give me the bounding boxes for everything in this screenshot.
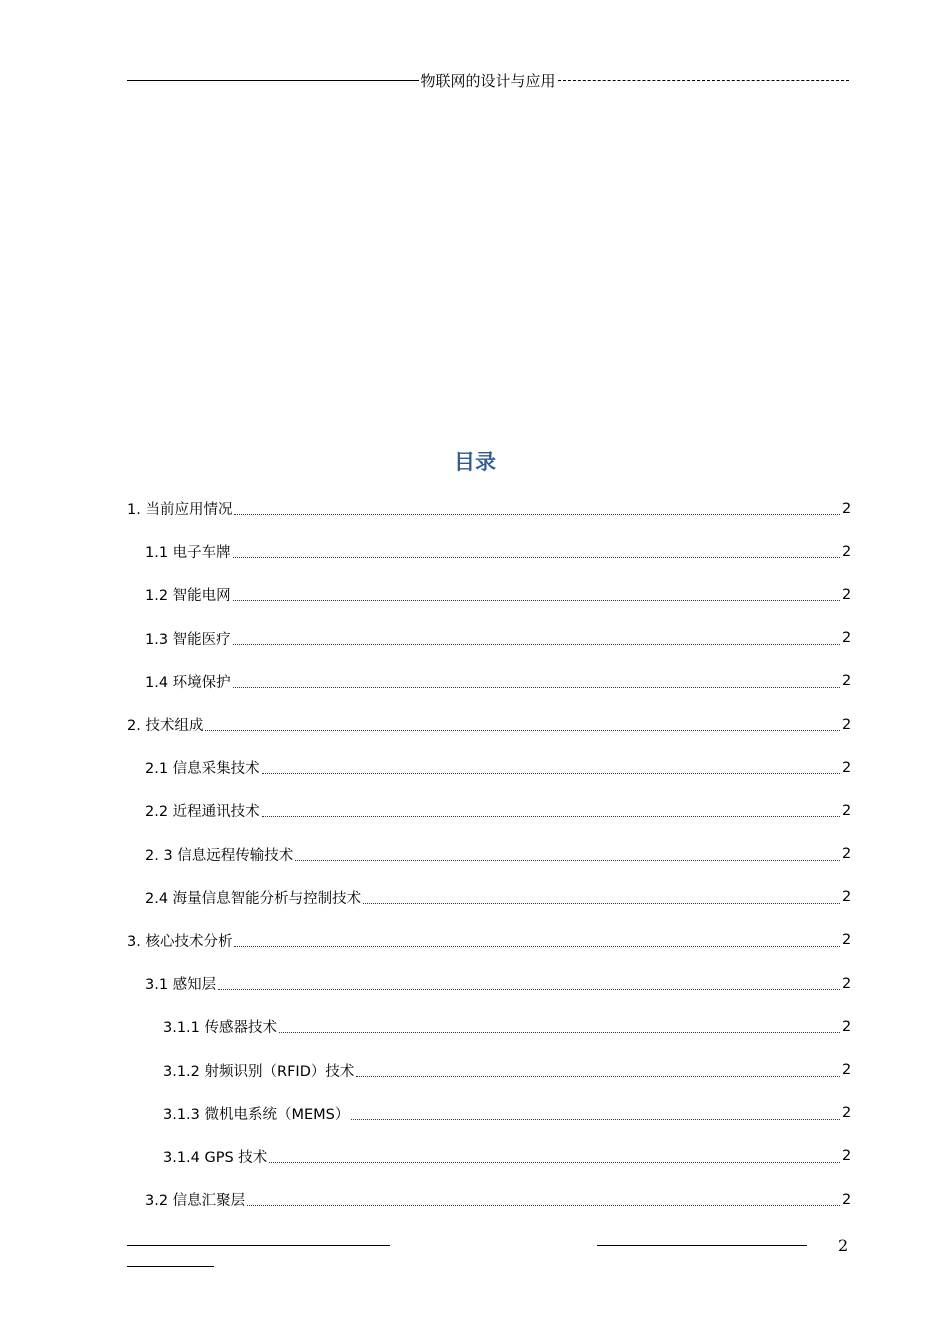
running-header (127, 68, 849, 92)
toc-entry-label: 2.2 近程通讯技术 (145, 804, 260, 821)
header-title: 物联网的设计与应用 (420, 71, 556, 90)
toc-dot-leader (205, 730, 840, 731)
toc-entry[interactable] (127, 1092, 850, 1135)
toc-entry-page: 2 (842, 932, 852, 949)
toc-entry-label: 1. 当前应用情况 (127, 502, 233, 519)
toc-entry-label: 1.3 智能医疗 (145, 631, 231, 648)
toc-dot-leader (247, 1205, 840, 1206)
toc-entry-label: 2. 3 信息远程传输技术 (145, 847, 294, 864)
table-of-contents (127, 487, 850, 1221)
toc-entry[interactable] (127, 1178, 850, 1221)
toc-dot-leader (233, 600, 840, 601)
toc-entry-page: 2 (842, 1148, 852, 1165)
toc-entry-label: 1.1 电子车牌 (145, 545, 231, 562)
header-rule-right (558, 80, 850, 81)
toc-entry-page: 2 (842, 716, 852, 733)
page-number: 2 (838, 1236, 849, 1255)
toc-entry[interactable] (127, 962, 850, 1005)
toc-entry-page: 2 (842, 586, 852, 603)
toc-dot-leader (218, 989, 840, 990)
toc-dot-leader (234, 946, 840, 947)
toc-dot-leader (233, 557, 840, 558)
toc-dot-leader (363, 903, 840, 904)
toc-entry-label: 2.4 海量信息智能分析与控制技术 (145, 890, 362, 907)
toc-entry-page: 2 (842, 975, 852, 992)
toc-heading: 目录 (454, 450, 496, 474)
toc-entry[interactable] (127, 833, 850, 876)
toc-entry[interactable] (127, 876, 850, 919)
toc-entry[interactable] (127, 660, 850, 703)
toc-entry-page: 2 (842, 1191, 852, 1208)
toc-dot-leader (262, 816, 840, 817)
toc-entry-label: 3. 核心技术分析 (127, 933, 233, 950)
toc-entry-page: 2 (842, 1018, 852, 1035)
toc-entry-page: 2 (842, 759, 852, 776)
toc-entry-label: 1.4 环境保护 (145, 674, 231, 691)
toc-entry-label: 3.1.4 GPS 技术 (163, 1149, 268, 1166)
toc-entry[interactable] (127, 746, 850, 789)
toc-entry[interactable] (127, 573, 850, 616)
header-rule-left (127, 80, 419, 81)
toc-entry[interactable] (127, 617, 850, 660)
toc-entry-page: 2 (842, 802, 852, 819)
toc-dot-leader (351, 1119, 840, 1120)
toc-entry[interactable] (127, 1135, 850, 1178)
toc-dot-leader (262, 773, 840, 774)
toc-entry-label: 3.1 感知层 (145, 977, 217, 994)
toc-entry-label: 2.1 信息采集技术 (145, 761, 260, 778)
toc-dot-leader (233, 644, 840, 645)
toc-entry-page: 2 (842, 1105, 852, 1122)
toc-entry[interactable] (127, 789, 850, 832)
toc-entry-page: 2 (842, 543, 852, 560)
toc-dot-leader (234, 514, 840, 515)
toc-dot-leader (269, 1162, 840, 1163)
toc-entry[interactable] (127, 530, 850, 573)
toc-entry-label: 3.1.3 微机电系统（MEMS） (163, 1106, 350, 1123)
toc-entry-page: 2 (842, 500, 852, 517)
toc-entry[interactable] (127, 487, 850, 530)
toc-entry-page: 2 (842, 889, 852, 906)
toc-entry-label: 3.1.1 传感器技术 (163, 1020, 278, 1037)
toc-dot-leader (279, 1032, 840, 1033)
footer-rule-right (597, 1245, 807, 1246)
toc-entry-label: 3.1.2 射频识别（RFID）技术 (163, 1063, 355, 1080)
toc-dot-leader (233, 687, 840, 688)
footer-rule-left (127, 1245, 390, 1246)
toc-entry-page: 2 (842, 846, 852, 863)
toc-entry-label: 1.2 智能电网 (145, 588, 231, 605)
toc-entry-page: 2 (842, 673, 852, 690)
toc-entry-label: 3.2 信息汇聚层 (145, 1193, 246, 1210)
toc-entry[interactable] (127, 1048, 850, 1091)
toc-dot-leader (295, 860, 840, 861)
toc-entry[interactable] (127, 703, 850, 746)
toc-entry[interactable] (127, 1005, 850, 1048)
toc-entry-label: 2. 技术组成 (127, 718, 204, 735)
toc-entry-page: 2 (842, 1062, 852, 1079)
footer-rule-short (127, 1266, 214, 1267)
toc-entry[interactable] (127, 919, 850, 962)
toc-dot-leader (356, 1076, 840, 1077)
toc-entry-page: 2 (842, 630, 852, 647)
